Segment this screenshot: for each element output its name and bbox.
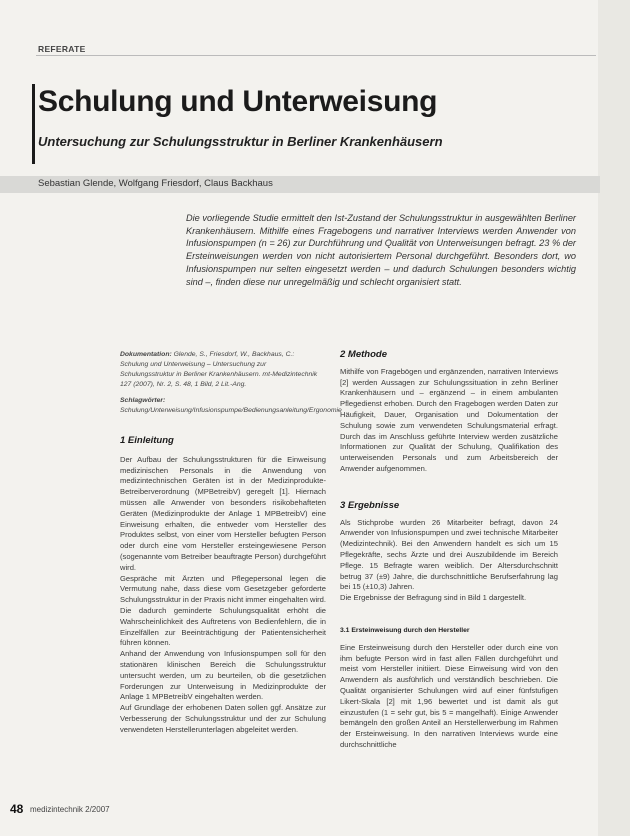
documentation-text: Glende, S., Friesdorf, W., Backhaus, C.: Schulung und Unterweisung – Untersuchung zur Schulungsstruktur in Berliner Krankenhäusern. mt-Medizintechnik 127 (2007), Nr. 2, S. 48, 1 Bild, 2 Lit.-Ang. [120,351,318,388]
documentation-label: Dokumentation: [120,351,172,358]
journal-name: medizintechnik 2/2007 [30,805,110,814]
section-3-heading: 3 Ergebnisse [340,499,400,511]
section-3-paragraph: Als Stichprobe wurden 26 Mitarbeiter befragt, davon 24 Anwender von Infusionspumpen und zwei technische Mitarbeiter (Medizintechnik). Bei den Anwendern handelt es sich um 15 Pflegekräfte, sechs Ärzte und drei Auszubildende im Bereich Pflege. 15 Befragte waren weiblich. Der Altersdurchschnitt betrug 37 (±9) Jahre, die durchschnittliche Berufserfahrung lag bei 15 (±10,3) Jahren. [340,517,558,592]
article-subtitle: Untersuchung zur Schulungsstruktur in Berliner Krankenhäusern [38,134,443,149]
column-left [120,436,326,736]
section-2-heading: 2 Methode [340,349,387,360]
keywords-label: Schlagwörter: [120,397,166,404]
keywords-text: Schulung/Unterweisung/Infusionspumpe/Bedienungsanleitung/Ergonomie [120,407,342,414]
section-1-heading: 1 Einleitung [120,435,174,446]
section-2-paragraph: Mithilfe von Fragebögen und ergänzenden, narrativen Interviews [2] werden Aussagen zur Schulungssituation in zehn Berliner Krankenhäusern und – ergänzend – in einem ambulanten Pflegedienst erhoben. Durch den Fragebogen werden Daten zur Häufigkeit, Dauer, Organisation und Dokumentation der Schulung sowie zum verwendeten Schulungsmaterial erfragt. Durch das im Anschluss geführte Interview werden zusätzliche Informationen zur Qualität der Schulung, Qualifikation des unterweisenden Personals und zum Arbeitsbereich der Anwender aufgenommen. [340,366,558,473]
documentation-entry [120,350,320,390]
section-3-1-heading: 3.1 Ersteinweisung durch den Hersteller [340,626,470,634]
keywords-entry [120,396,342,416]
section-label: REFERATE [38,44,86,54]
section-1-paragraph: Anhand der Anwendung von Infusionspumpen soll für den stationären klinischen Bereich die Schulungsstruktur untersucht werden, um zu beurteilen, ob die gesetzlichen Forderungen zur Unterweisung in Medizinprodukte der Anlage 1 MPBetreibV eingehalten werden. [120,649,326,702]
title-accent-bar [32,84,35,164]
page-number: 48 [10,802,24,816]
section-3-1-paragraph: Eine Ersteinweisung durch den Hersteller oder durch eine von ihm befugte Person wird in fast allen Fällen durchgeführt und meist vom Hersteller initiiert. Diese Einweisung wird von den Anwendern als ausführlich und verständlich beschrieben. Die Qualität organisierter Schulungen wird auf einer fünfstufigen Likert-Skala [2] mit 1,96 bewertet und ist damit als gut einzustufen (1 = sehr gut, bis 5 = mangelhaft). Einige Anwender bemängeln den großen Anteil an Herstellerwerbung im Rahmen der Ersteinweisung. In den narrativen Interviews wurde eine durchschnittliche [340,642,558,749]
section-3-paragraph: Die Ergebnisse der Befragung sind in Bild 1 dargestellt. [340,593,527,603]
page-edge [598,0,630,836]
section-1-paragraph: Der Aufbau der Schulungsstrukturen für die Einweisung medizinischen Personals in die Anwendung von medizintechnischen Geräten ist in der Medizinprodukte-Betreiberverordnung (MPBetreibV) geregelt [1]. Hiernach müssen alle Anwender von besonders risikobehafteten Geräten (Medizinprodukte der Anlage 1 MPBetreibV) eine Einweisung erhalten, die entweder vom Hersteller des Produktes selbst, von einer vom Hersteller befugten Person oder durch eine vom Hersteller ersteingewiesene Person (sogenannte vom Betreiber beauftragte Person) durchgeführt wird. [120,454,326,572]
section-1-paragraph: Auf Grundlage der erhobenen Daten sollen ggf. Ansätze zur Verbesserung der Schulungsstruktur und der zur Schulung verwendeten Herstellerunterlagen abgeleitet werden. [120,703,326,734]
article-title: Schulung und Unterweisung [38,85,438,118]
section-1-paragraph: Gespräche mit Ärzten und Pflegepersonal legen die Vermutung nahe, dass diese vom Gesetzgeber geforderte Schulungsstruktur in der Praxis nicht immer eingehalten wird. Die dadurch geminderte Schulungsqualität erhöht die Wahrscheinlichkeit des Auftretens von Bedienfehlern, die in Einzelfällen zur Beeinträchtigung der Patientensicherheit führen können. [120,573,326,648]
article-authors: Sebastian Glende, Wolfgang Friesdorf, Claus Backhaus [38,178,273,189]
column-right [340,350,558,751]
article-abstract: Die vorliegende Studie ermittelt den Ist-Zustand der Schulungsstruktur in ausgewählten Berliner Krankenhäusern. Mithilfe eines Fragebogens und narrativer Interviews werden Anwender von Infusionspumpen (n = 26) zur Durchführung und Qualität von Unterweisungen befragt. 23 % der Ersteinweisungen werden von nicht autorisiertem Personal durchgeführt. Besonders dort, wo Infusionspumpen nur selten eingesetzt werden – und dadurch Schulungen besonders wichtig sind –, finden diese nur unregelmäßig und schlecht organisiert statt. [186,213,576,287]
header-rule [36,55,596,56]
documentation-block [120,350,342,416]
